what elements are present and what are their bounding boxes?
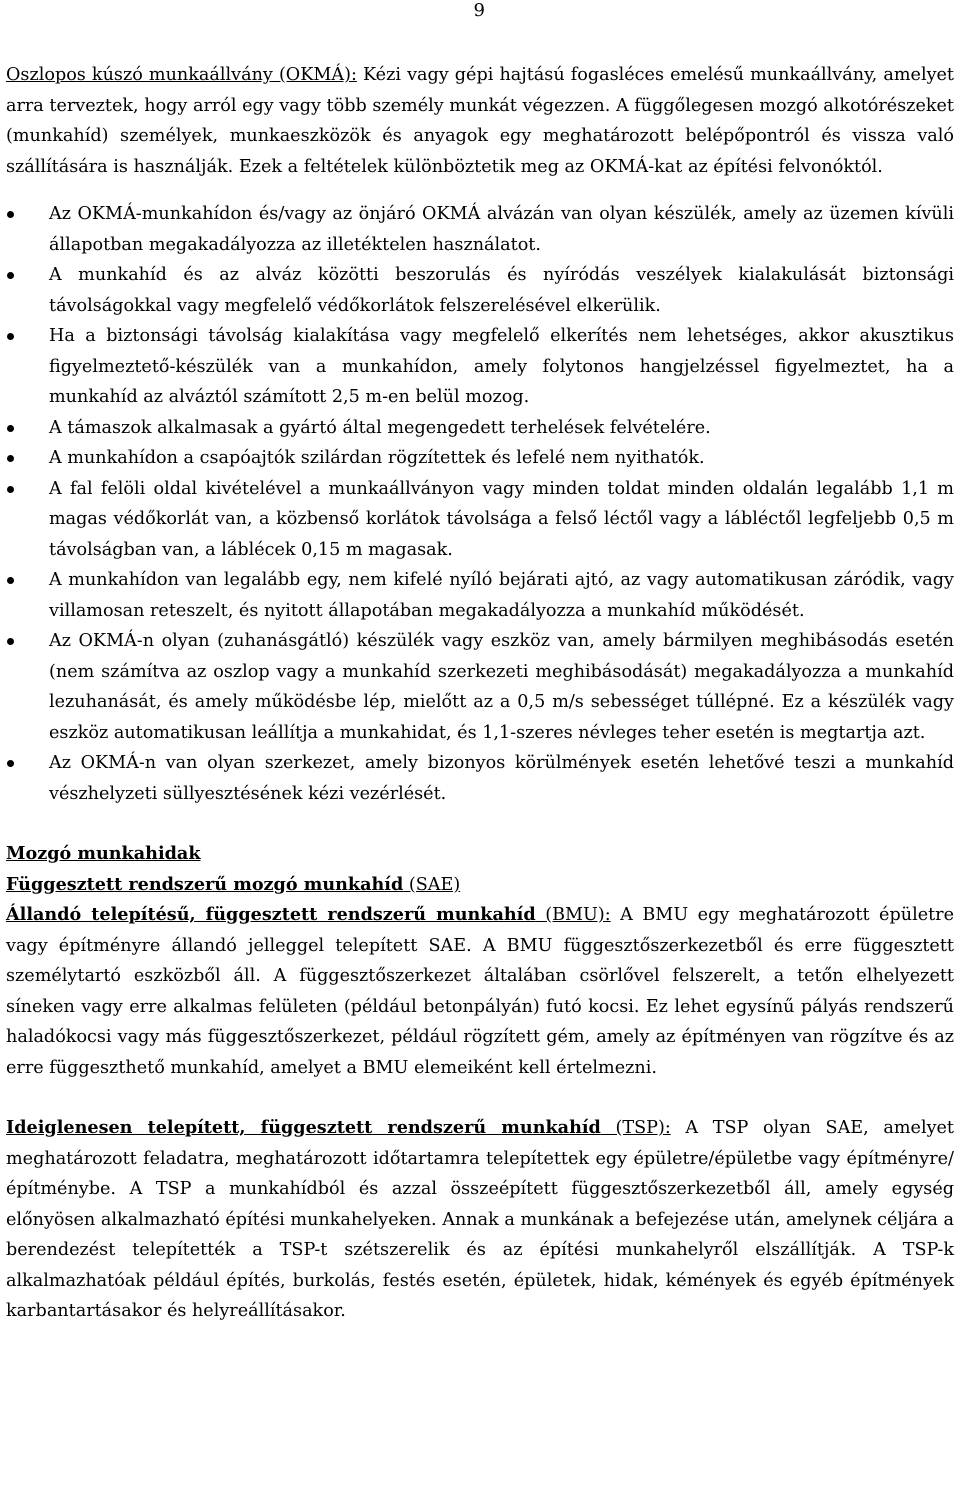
okma-definition-paragraph [6,60,954,182]
tsp-text: A TSP olyan SAE, amelyet meghatározott feladatra, meghatározott időtartamra telepítettek egy épületre/épületbe vagy építményre/építménybe. A TSP a munkahídból és azzal összeépített függesztőszerkezetből áll, amely egység előnyösen alkalmazható építési munkahelyeken. Annak a munkának a befejezése után, amelynek céljára a berendezést telepítették a TSP-t szétszerelik és az építési munkahelyről elszállítják. A TSP-k alkalmazhatóak például építés, burkolás, festés esetén, épületek, hidak, kémények és egyéb építmények karbantartásakor és helyreállításakor. [6,1118,954,1321]
bullet-icon [7,455,14,462]
list-item: Az OKMÁ-n olyan (zuhanásgátló) készülék vagy eszköz van, amely bármilyen meghibásodás esetén (nem számítva az oszlop vagy a munkahíd szerkezeti meghibásodását) megakadályozza a munkahíd lezuhanását, és amely működésbe lép, mielőtt az a 0,5 m/s sebességet túllépné. Ez a készülék vagy eszköz automatikusan leállítja a munkahidat, és 1,1-szeres névleges teher esetén is megtartja azt. [6,626,954,748]
bullet-icon [7,272,14,279]
bmu-term: Állandó telepítésű, függesztett rendszerű munkahíd [6,904,536,925]
okma-term: Oszlopos kúszó munkaállvány (OKMÁ): [6,65,357,85]
list-item: A fal felöli oldal kivételével a munkaállványon vagy minden toldat minden oldalán legalább 1,1 m magas védőkorlát van, a közbenső korlátok távolsága a felső léctől vagy a lábléctől legfeljebb 0,5 m távolságban van, a láblécek 0,15 m magasak. [6,474,954,566]
tsp-term: Ideiglenesen telepített, függesztett rendszerű munkahíd [6,1117,601,1138]
list-item: Az OKMÁ-n van olyan szerkezet, amely bizonyos körülmények esetén lehetővé teszi a munkahíd vészhelyzeti süllyesztésének kézi vezérlését. [6,748,954,809]
okma-definition-text: Kézi vagy gépi hajtású fogasléces emelésű munkaállvány, amelyet arra terveztek, hogy arról egy vagy több személy munkát végezzen. A függőlegesen mozgó alkotórészeket (munkahíd) személyek, munkaeszközök és anyagok egy meghatározott belépőpontról és vissza való szállítására is használják. Ezek a feltételek különböztetik meg az OKMÁ-kat az építési felvonóktól. [6,65,954,177]
page-number: 9 [473,0,485,21]
tsp-abbr: (TSP): [600,1118,671,1138]
section-subtitle: Függesztett rendszerű mozgó munkahíd (SAE) [6,873,461,895]
bmu-abbr: (BMU): [535,905,611,925]
bmu-text: A BMU egy meghatározott épületre vagy építményre állandó jelleggel telepített SAE. A BMU függesztőszerkezetből és erre függesztett személytartó eszközből áll. A függesztőszerkezet általában csörlővel felszerelt, a tetőn elhelyezett síneken vagy erre alkalmas felületen (például betonpályán) futó kocsi. Ez lehet egysínű pályás rendszerű haladókocsi vagy más függesztőszerkezet, például rögzített gém, amely az építményen van rögzítve és az erre függeszthető munkahíd, amelyet a BMU elemeiként kell értelmezni. [6,905,954,1078]
bullet-icon [7,577,14,584]
tsp-paragraph [6,1113,954,1327]
bullet-icon [7,425,14,432]
list-item: A munkahídon van legalább egy, nem kifelé nyíló bejárati ajtó, az vagy automatikusan záródik, vagy villamosan reteszelt, és nyitott állapotában megakadályozza a munkahíd működését. [6,565,954,626]
okma-requirements-list [6,199,954,809]
document-body [6,60,954,1327]
list-item: A munkahídon a csapóajtók szilárdan rögzítettek és lefelé nem nyithatók. [6,443,954,474]
bmu-paragraph [6,900,954,1083]
bullet-icon [7,638,14,645]
list-item: A munkahíd és az alváz közötti beszorulás és nyíródás veszélyek kialakulását biztonsági távolságokkal vagy megfelelő védőkorlátok felszerelésével elkerülik. [6,260,954,321]
section-title: Mozgó munkahidak [6,843,201,864]
bullet-icon [7,333,14,340]
bullet-icon [7,760,14,767]
bullet-icon [7,211,14,218]
bullet-icon [7,486,14,493]
list-item: Ha a biztonsági távolság kialakítása vagy megfelelő elkerítés nem lehetséges, akkor akusztikus figyelmeztető-készülék van a munkahídon, amely folytonos hangjelzéssel figyelmeztet, ha a munkahíd az alváztól számított 2,5 m-en belül mozog. [6,321,954,413]
list-item: Az OKMÁ-munkahídon és/vagy az önjáró OKMÁ alvázán van olyan készülék, amely az üzemen kívüli állapotban megakadályozza az illetéktelen használatot. [6,199,954,260]
list-item: A támaszok alkalmasak a gyártó által megengedett terhelések felvételére. [6,413,954,444]
